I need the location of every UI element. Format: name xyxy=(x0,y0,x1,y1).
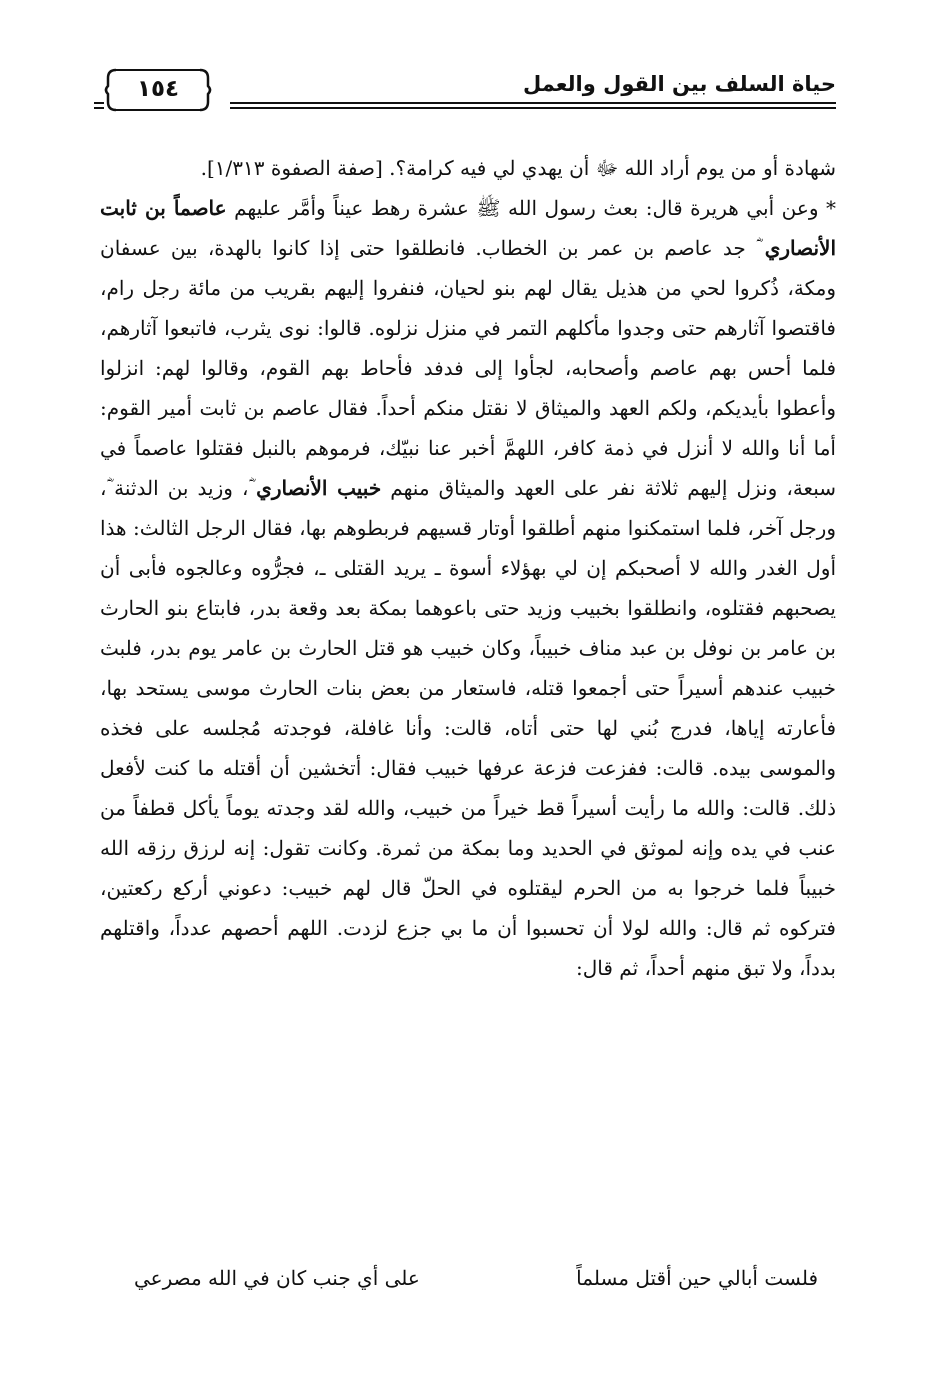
header-rule xyxy=(230,102,836,109)
paragraph-1: شهادة أو من يوم أراد الله ﷻ أن يهدي لي فيه كرامة؟. [صفة الصفوة ١/٣١٣]. xyxy=(200,156,836,180)
main-text xyxy=(100,148,836,988)
poetry-verse xyxy=(100,1258,836,1298)
page-header xyxy=(94,62,836,122)
running-title: حياة السلف بين القول والعمل xyxy=(522,72,836,96)
paragraph-2-text-c: ؓ، وزيد بن الدثنة ؓ، ورجل آخر، فلما استمكنوا منهم أطلقوا أوتار قسيهم فربطوهم بها، فقال الرجل الثالث: هذا أول الغدر والله لا أصحبكم إن لي بهؤلاء أسوة ـ يريد القتلى ـ، فجرُّوه وعالجوه فأبى أن يصحبهم فقتلوه، وانطلقوا بخبيب وزيد حتى باعوهما بمكة بعد وقعة بدر، فابتاع بنو الحارث بن عامر بن نوفل بن عبد مناف خبيباً، وكان خبيب هو قتل الحارث بن عامر يوم بدر، فلبث خبيب عندهم أسيراً حتى أجمعوا قتله، فاستعار من بعض بنات الحارث موسى يستحد بها، فأعارته إياها، فدرج بُني لها حتى أتاه، قالت: وأنا غافلة، فوجدته مُجلسه على فخذه والموسى بيده. قالت: ففزعت فزعة عرفها خبيب فقال: أتخشين أن أقتله ما كنت لأفعل ذلك. قالت: والله ما رأيت أسيراً قط خيراً من خبيب، والله لقد وجدته يوماً يأكل قطفاً من عنب في يده وإنه لموثق في الحديد وما بمكة من ثمرة. وكانت تقول: إنه لرزق رزقه الله خبيباً فلما خرجوا به من الحرم ليقتلوه في الحلّ قال لهم خبيب: دعوني أركع ركعتين، فتركوه ثم قال: والله لولا أن تحسبوا أن ما بي جزع لزدت. اللهم أحصهم عدداً، واقتلهم بدداً، ولا تبق منهم أحداً، ثم قال: xyxy=(100,476,837,980)
name-asim: عاصماً بن ثابت الأنصاري xyxy=(100,196,836,260)
verse-second-hemistich: على أي جنب كان في الله مصرعي xyxy=(134,1266,420,1290)
page-number: ١٥٤ xyxy=(136,76,180,102)
paragraph-2-text-a: * وعن أبي هريرة قال: بعث رسول الله ﷺ عشرة رهط عيناً وأمَّر عليهم xyxy=(226,196,836,220)
name-khubaib: خبيب الأنصاري xyxy=(256,476,382,500)
page-number-frame xyxy=(102,64,214,116)
paragraph-2 xyxy=(100,188,836,988)
paragraph-2-text-b: ؓ جد عاصم بن عمر بن الخطاب. فانطلقوا حتى إذا كانوا بالهدة، بين عسفان ومكة، ذُكروا لحي من هذيل يقال لهم بنو لحيان، فنفروا إليهم بقريب من مائة رجل رام، فاقتصوا آثارهم حتى وجدوا مأكلهم التمر في منزل نزلوه. قالوا: نوى يثرب، فاتبعوا آثارهم، فلما أحس بهم عاصم وأصحابه، لجأوا إلى فدفد فأحاط بهم القوم، وقالوا لهم: انزلوا وأعطوا بأيديكم، ولكم العهد والميثاق لا نقتل منكم أحداً. فقال عاصم بن ثابت أمير القوم: أما أنا والله لا أنزل في ذمة كافر، اللهمَّ أخبر عنا نبيّك، فرموهم بالنبل فقتلوا عاصماً في سبعة، ونزل إليهم ثلاثة نفر على العهد والميثاق منهم xyxy=(100,236,836,500)
verse-first-hemistich: فلست أبالي حين أقتل مسلماً xyxy=(576,1266,818,1290)
